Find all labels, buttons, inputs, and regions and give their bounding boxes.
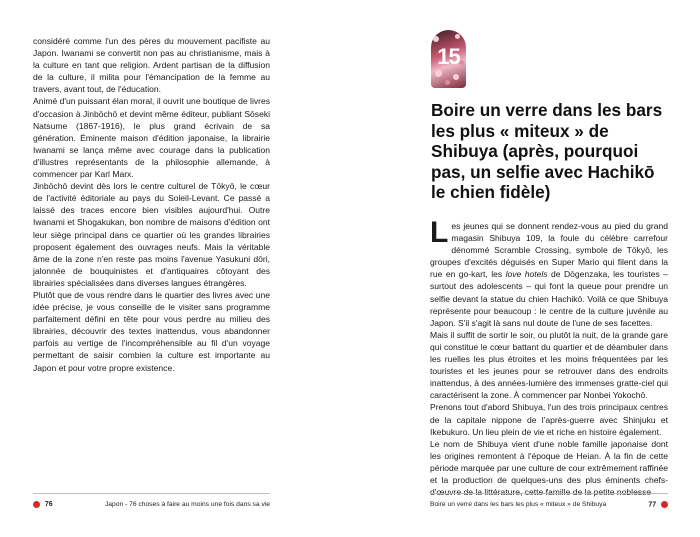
- left-paragraph-3: Jinbōchō devint dès lors le centre culturel de Tōkyō, le cœur de l'activité éditoriale au pays du Soleil-Levant. Ce passé a laissé des traces encore bien visibles aujourd'hui. Outre Iwanami et Shogakukan, bon nombre de maisons d'édition ont leur siège principal dans ce quartier où les grandes librairies proposent également des ouvrages neufs. Mais la véritable âme de la zone n'en reste pas moins l'avenue Yasukuni dōri, jalonnée de bouquinistes et d'antiquaires côtoyant des librairies spécialisées dans diverses langues étrangères.: [33, 181, 270, 288]
- left-footer: [33, 501, 270, 508]
- chapter-title: Boire un verre dans les bars les plus « miteux » de Shibuya (après, pourquoi pas, un selfie avec Hachikō le chien fidèle): [431, 100, 663, 202]
- paragraph-text: de Dōgenzaka, les touristes – surtout des adolescents – qui font la queue pour prendre un selfie devant la statue du chien Hachikō. Voilà ce que Shibuya représente pour beaucoup : le centre de la culture juvénile au Japon. S'il s'agit là sans nul doute de l'une de ses facettes.: [430, 269, 668, 328]
- left-paragraph-4: Plutôt que de vous rendre dans le quartier des livres avec une idée précise, je vous conseille de le visiter sans programme parfaitement défini en tête pour vous perdre au milieu des librairies, découvrir des textes inattendus, vous abandonner parfois au vertige de l'incompréhensible au fil d'un voyage permettant de saisir combien la culture est importante au Japon et pour votre propre existence.: [33, 289, 270, 373]
- right-paragraph-2: Mais il suffit de sortir le soir, ou plutôt la nuit, de la grande gare qui constitue le cœur battant du quartier et de déambuler dans les ruelles les plus étroites et les moins fréquentées par les touristes et les jeunes pour se retrouver dans des endroits inattendus, à des années-lumière des immenses gratte-ciel qui caractérisent la zone. À commencer par Nonbei Yokochō.: [430, 329, 668, 401]
- right-footer: [430, 501, 668, 508]
- right-page: [350, 0, 700, 537]
- right-body-text: [430, 216, 668, 498]
- chapter-number: 15: [437, 44, 460, 69]
- left-paragraph-1: considéré comme l'un des pères du mouvement pacifiste au Japon. Iwanami se convertit non pas au christianisme, mais à la culture en tant que religion. Ardent partisan de la diffusion de la culture, il milita pour l'émancipation de la femme au travers, avant tout, de l'éducation.: [33, 36, 270, 95]
- paragraph-text: Les jeunes qui se donnent rendez-vous au pied du grand magasin Shibuya 109, la foule du célèbre carrefour dénommé Scramble Crossing, symbole de Tōkyō, les groupes d'excités déguisés en Super Mario qui filent dans la rue en go-kart, les: [430, 216, 668, 280]
- right-paragraph-1: [430, 216, 668, 329]
- left-page-number: 76: [44, 501, 53, 509]
- right-running-title: Boire un verre dans les bars les plus « miteux » de Shibuya: [430, 501, 607, 508]
- right-page-number: 77: [648, 501, 657, 509]
- left-footer-rule: [33, 493, 270, 494]
- emphasis-love-hotels: love hotels: [505, 269, 548, 280]
- left-body-text: [33, 35, 270, 374]
- left-page-marker-dot: [33, 501, 40, 508]
- left-paragraph-2: Animé d'un puissant élan moral, il ouvrit une boutique de livres d'occasion à Jinbōchō et devint même éditeur, publiant Sōseki Natsume (1867-1916), le plus grand écrivain de sa génération. Éminente maison d'édition japonaise, la librairie Iwanami se lança même avec courage dans la publication d'illustres représentants de la philosophie allemande, à commencer par Karl Marx.: [33, 96, 270, 180]
- right-page-marker-dot: [661, 501, 668, 508]
- right-footer-rule: [430, 493, 668, 494]
- right-paragraph-4: Le nom de Shibuya vient d'une noble famille japonaise dont les origines remontent à l'époque de Heian. À la fin de cette période marquée par une culture de cour extrêmement raffinée et la production de quelques-uns des plus éminents chefs-: [430, 438, 668, 485]
- right-page-number-group: [648, 501, 668, 508]
- right-paragraph-3: Prenons tout d'abord Shibuya, l'un des trois principaux centres de la capitale nippone de l'après-guerre avec Shinjuku et Ikebukuro. Un lieu plein de vie et riche en histoire également.: [430, 402, 668, 437]
- left-running-title: Japon - 76 choses à faire au moins une fois dans sa vie: [104, 501, 270, 508]
